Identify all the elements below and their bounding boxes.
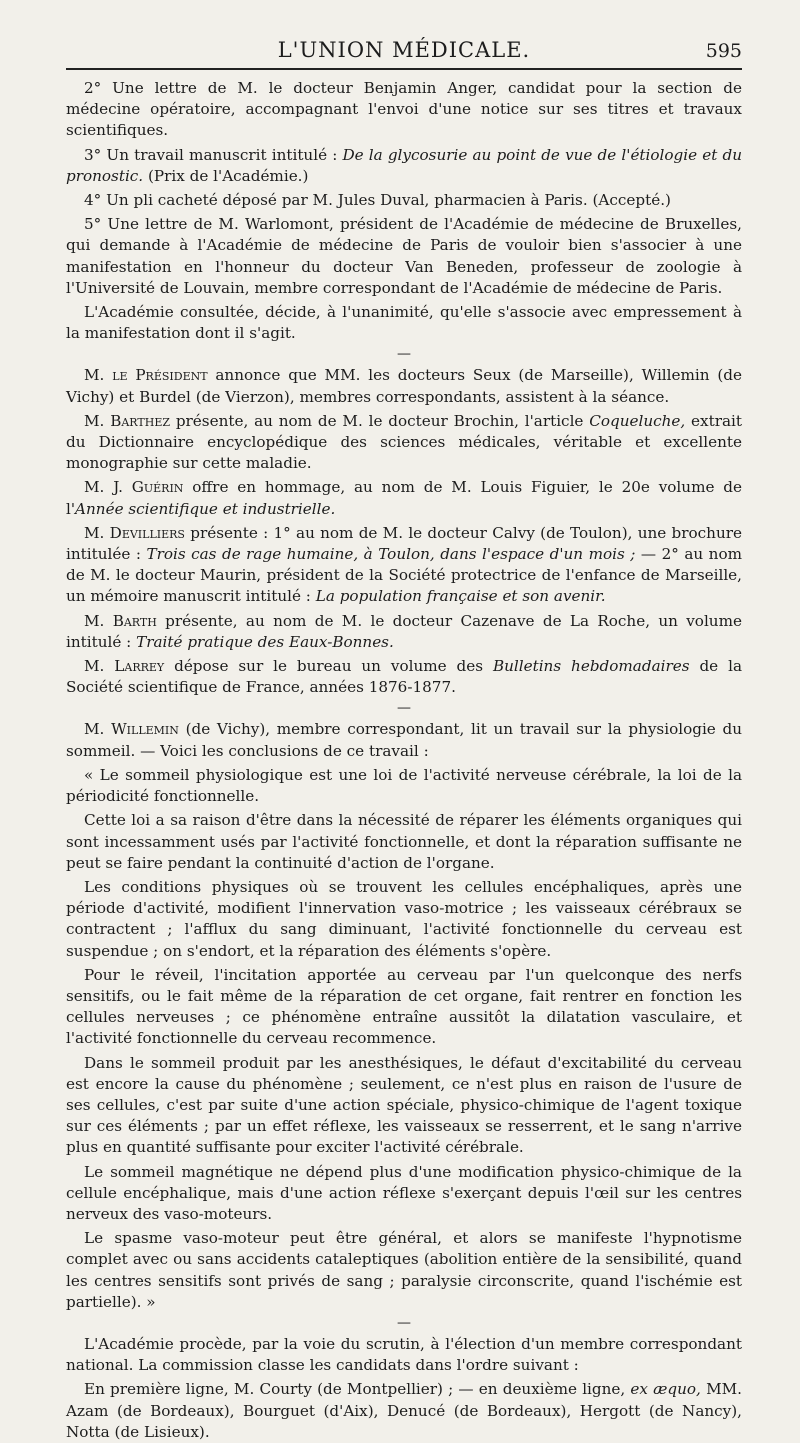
paragraph: L'Académie procède, par la voie du scrutin, à l'élection d'un membre correspondant national. La commission classe les candidats dans l'ordre suivant :: [66, 1334, 742, 1375]
paragraph: M. Willemin (de Vichy), membre correspondant, lit un travail sur la physiologie du sommeil. — Voici les conclusions de ce travail :: [66, 720, 742, 760]
paragraph: M. J. Guérin offre en hommage, au nom de M. Louis Figuier, le 20e volume de l'Année scientifique et industrielle.: [66, 478, 742, 518]
paragraph: Pour le réveil, l'incitation apportée au cerveau par l'un quelconque des nerfs sensitifs, ou le fait même de la réparation de cet organe, fait rentrer en fonction les cellules nerveuses ; ce phénomène entraîne aussitôt la dilatation vasculaire, et l'activité fonctionnelle du cerveau recommence.: [66, 965, 742, 1048]
section-separator: —: [397, 700, 411, 717]
section-separator: —: [397, 346, 411, 363]
paragraph: M. Barth présente, au nom de M. le docteur Cazenave de La Roche, un volume intitulé : Traité pratique des Eaux-Bonnes.: [66, 611, 742, 651]
paragraph: Le sommeil magnétique ne dépend plus d'une modification physico-chimique de la cellule encéphalique, mais d'une action réflexe s'exerçant depuis l'œil sur les centres nerveux des vaso-moteurs.: [66, 1162, 742, 1223]
page-number: 595: [705, 40, 742, 62]
paragraph: En première ligne, M. Courty (de Montpellier) ; — en deuxième ligne, ex æquo, MM. Azam (de Bordeaux), Bourguet (d'Aix), Denucé (de Bordeaux), Hergott (de Nancy), Notta (de Lisieux).: [66, 1380, 742, 1441]
paragraph: 5° Une lettre de M. Warlomont, président de l'Académie de médecine de Bruxelles, qui demande à l'Académie de médecine de Paris de vouloir bien s'associer à une manifestation en l'honneur du docteur Van Beneden, professeur de zoologie à l'Université de Louvain, membre correspondant de l'Académie de médecine de Paris.: [66, 215, 742, 297]
section-separator: —: [397, 1314, 411, 1331]
paragraph: Cette loi a sa raison d'être dans la nécessité de réparer les éléments organiques qui sont incessamment usés par l'activité fonctionnelle, et dont la réparation suffisante ne peut se faire pendant la continuité d'action de l'organe.: [66, 811, 742, 872]
paragraph: M. Devilliers présente : 1° au nom de M. le docteur Calvy (de Toulon), une brochure intitulée : Trois cas de rage humaine, à Toulon, dans l'espace d'un mois ; — 2° au nom de M. le docteur Maurin, président de la Société protectrice de l'enfance de Marseille, un mémoire manuscrit intitulé : La population française et son avenir.: [66, 523, 742, 606]
page-header: [66, 28, 742, 68]
paragraph: L'Académie consultée, décide, à l'unanimité, qu'elle s'associe avec empressement à la manifestation dont il s'agit.: [66, 303, 742, 343]
paragraph: M. le Président annonce que MM. les docteurs Seux (de Marseille), Willemin (de Vichy) et Burdel (de Vierzon), membres correspondants, assistent à la séance.: [66, 366, 742, 406]
paragraph: 2° Une lettre de M. le docteur Benjamin Anger, candidat pour la section de médecine opératoire, accompagnant l'envoi d'une notice sur ses titres et travaux scientifiques.: [66, 79, 742, 140]
running-title: L'UNION MÉDICALE.: [277, 38, 531, 62]
paragraph: Les conditions physiques où se trouvent les cellules encéphaliques, après une période d'activité, modifient l'innervation vaso-motrice ; les vaisseaux cérébraux se contractent ; l'afflux du sang diminuant, l'activité fonctionnelle du cerveau est suspendue ; on s'endort, et la réparation des éléments s'opère.: [66, 877, 742, 960]
paragraph: M. Larrey dépose sur le bureau un volume des Bulletins hebdomadaires de la Société scientifique de France, années 1876-1877.: [66, 657, 742, 697]
paragraph: 3° Un travail manuscrit intitulé : De la glycosurie au point de vue de l'étiologie et du pronostic. (Prix de l'Académie.): [66, 145, 742, 185]
paragraph: Le spasme vaso-moteur peut être général, et alors se manifeste l'hypnotisme complet avec ou sans accidents cataleptiques (abolition entière de la sensibilité, quand les centres sensitifs sont privés de sang ; paralysie circonscrite, quand l'ischémie est partielle). »: [66, 1229, 742, 1311]
paragraph: M. Barthez présente, au nom de M. le docteur Brochin, l'article Coqueluche, extrait du Dictionnaire encyclopédique des sciences médicales, véritable et excellente monographie sur cette maladie.: [66, 411, 742, 473]
header-rule: [66, 68, 742, 70]
paragraph: « Le sommeil physiologique est une loi de l'activité nerveuse cérébrale, la loi de la périodicité fonctionnelle.: [66, 765, 742, 806]
paragraph: 4° Un pli cacheté déposé par M. Jules Duval, pharmacien à Paris. (Accepté.): [84, 191, 671, 210]
paragraph: Dans le sommeil produit par les anesthésiques, le défaut d'excitabilité du cerveau est encore la cause du phénomène ; seulement, ce n'est plus en raison de l'usure de ses cellules, c'est par suite d'une action spéciale, physico-chimique de l'agent toxique sur ces éléments ; par un effet réflexe, les vaisseaux se resserrent, et le sang n'arrive plus en quantité suffisante pour exciter l'activité cérébrale.: [66, 1053, 742, 1157]
